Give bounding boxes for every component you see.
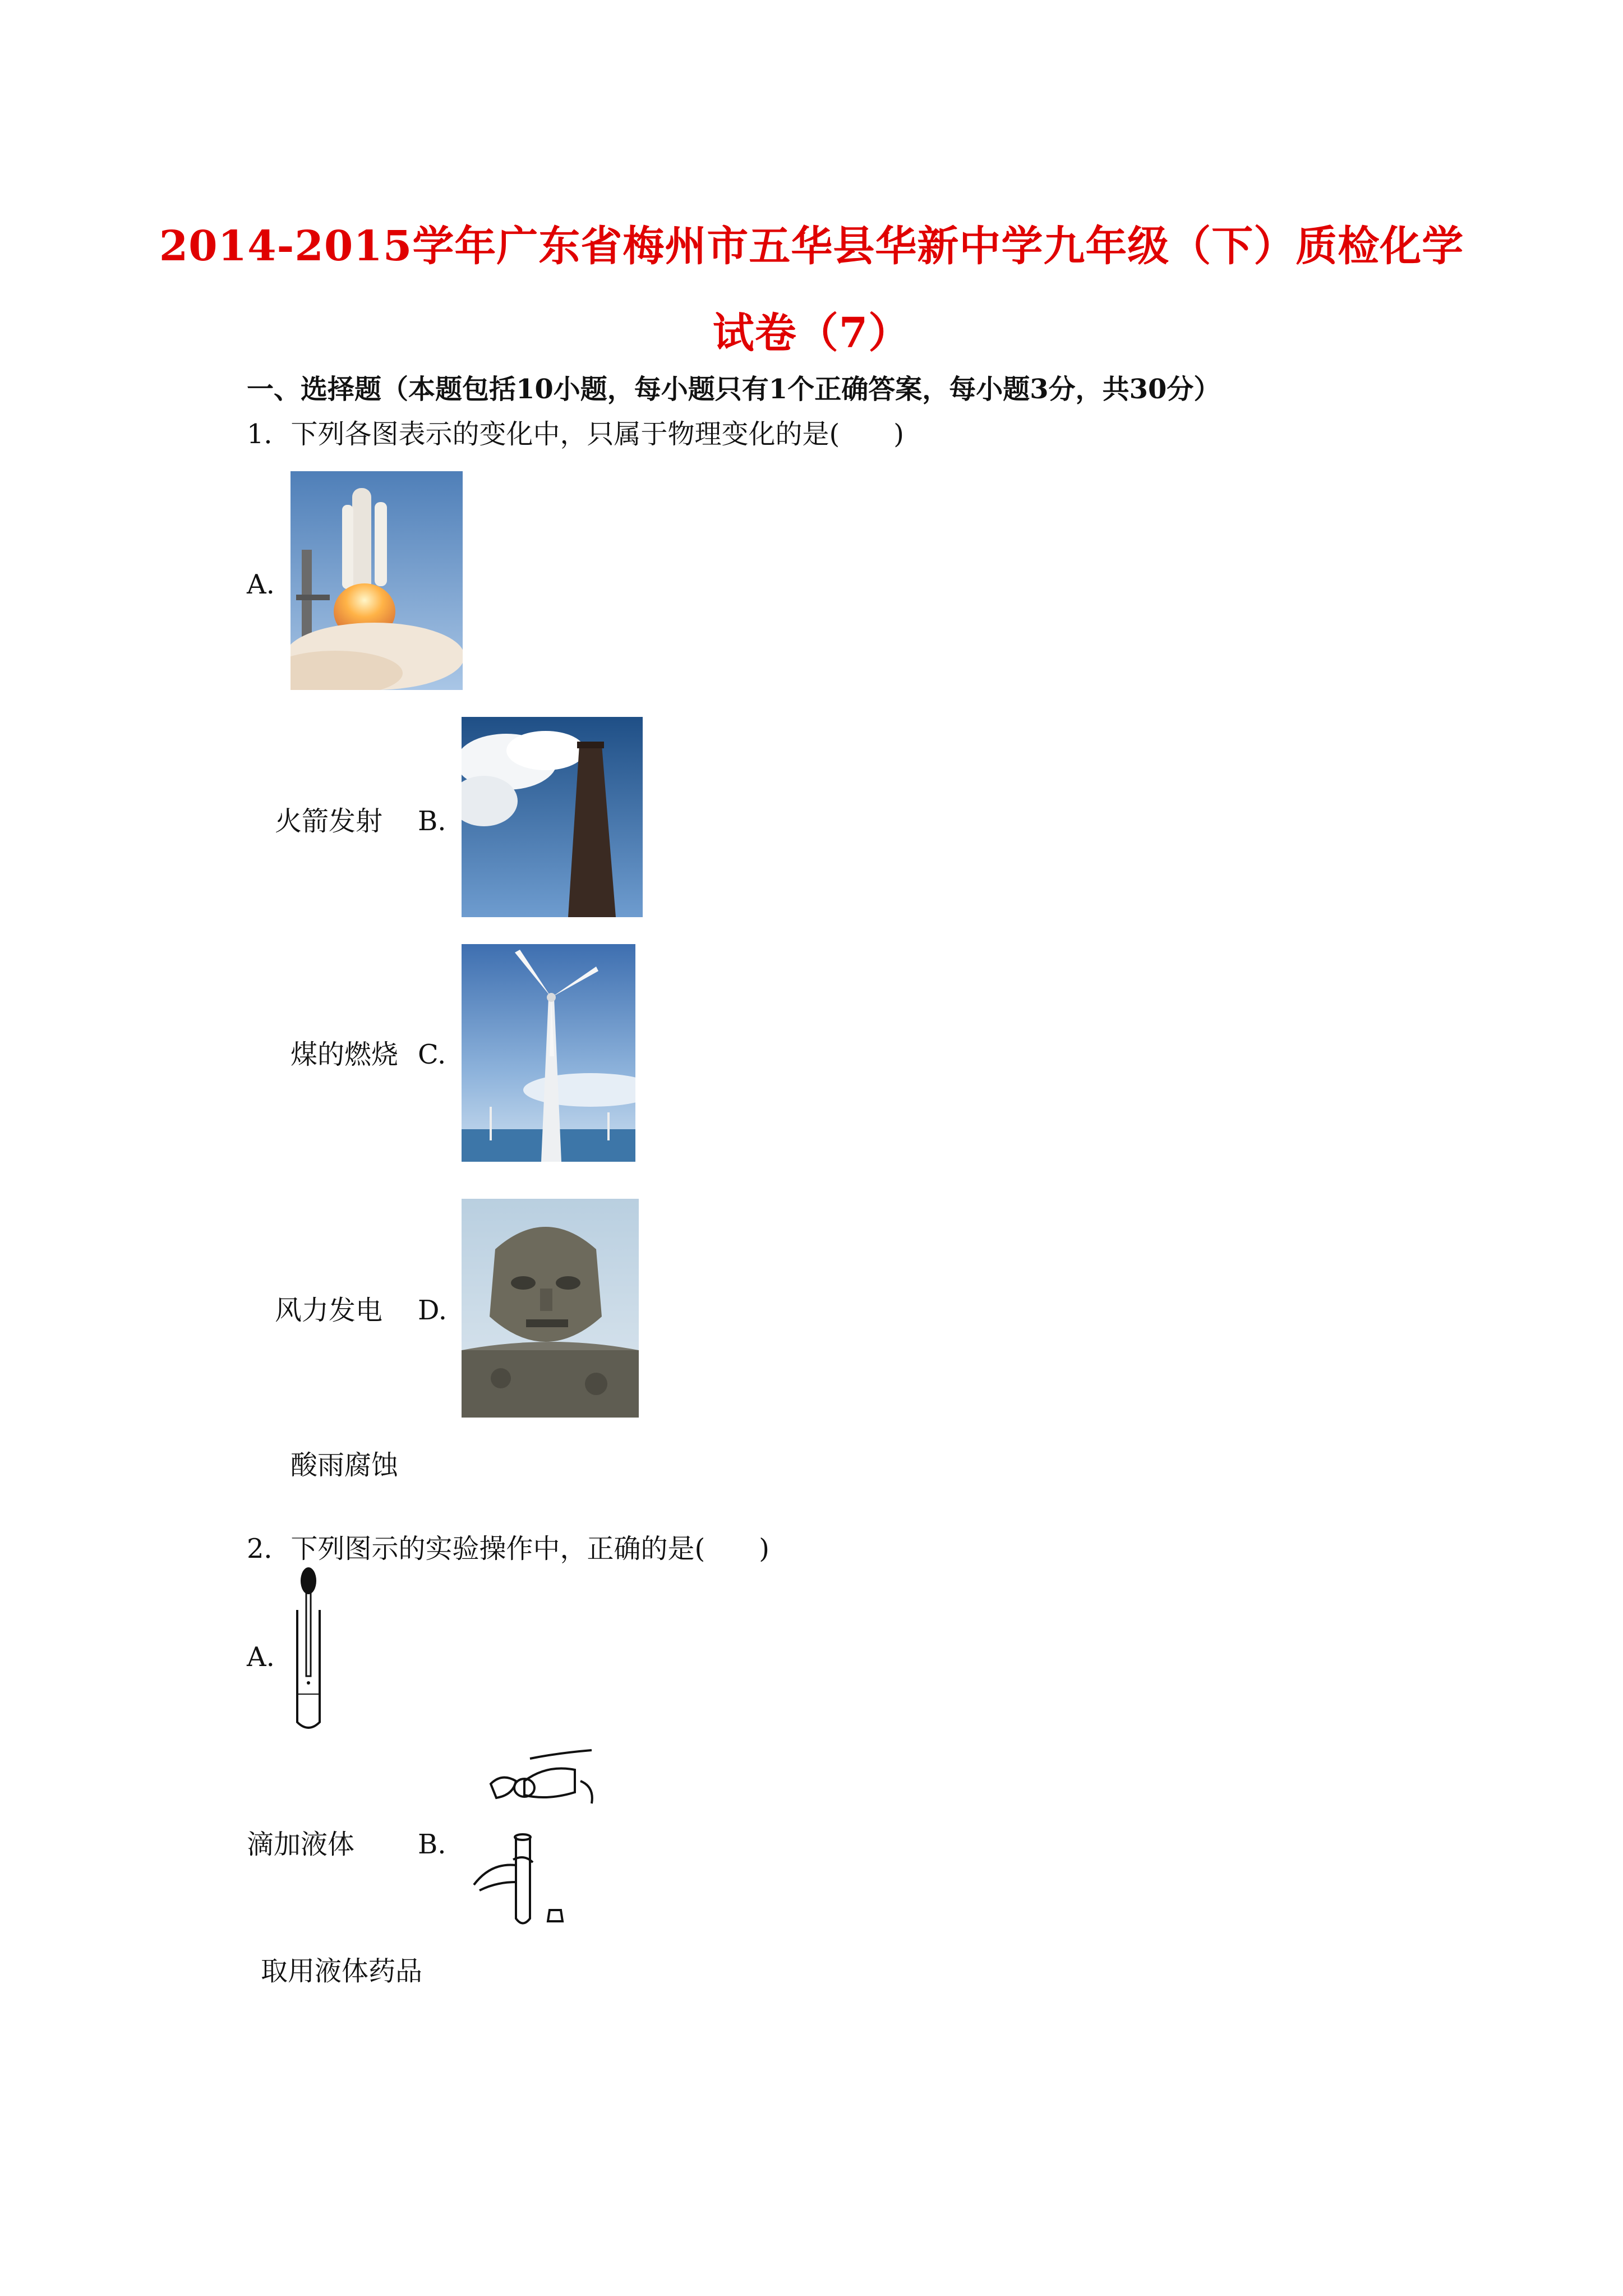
- question-2-stem: 2．下列图示的实验操作中，正确的是( ): [247, 1533, 769, 1565]
- q2-option-b-letter: B.: [418, 1829, 446, 1860]
- document-title-line-1: 2014-2015学年广东省梅州市五华县华新中学九年级（下）质检化学: [159, 222, 1464, 270]
- rocket-launch-photo: [291, 471, 463, 690]
- smokestack-photo: [462, 717, 643, 917]
- question-1-stem: 1．下列各图表示的变化中，只属于物理变化的是( ): [247, 418, 904, 450]
- q2-option-a-caption: 滴加液体: [247, 1829, 355, 1860]
- q2-option-a-letter: A.: [247, 1641, 275, 1673]
- q1-option-b-letter: B.: [418, 806, 446, 837]
- document-title-line-2: 试卷（7）: [712, 309, 911, 357]
- section-heading: 一、选择题（本题包括10小题，每小题只有1个正确答案，每小题3分，共30分）: [247, 374, 1221, 405]
- q2-option-b-caption: 取用液体药品: [261, 1955, 423, 1987]
- q1-option-d-caption: 酸雨腐蚀: [291, 1450, 399, 1481]
- q1-option-b-caption: 煤的燃烧: [291, 1039, 399, 1070]
- q1-option-c-letter: C.: [418, 1039, 446, 1070]
- q1-option-d-letter: D.: [418, 1295, 448, 1326]
- dropper-test-tube-drawing: [289, 1565, 328, 1733]
- pouring-liquid-drawing: [463, 1747, 597, 1932]
- wind-turbine-photo: [462, 944, 635, 1162]
- q1-option-c-caption: 风力发电: [275, 1295, 383, 1326]
- q1-option-a-caption: 火箭发射: [275, 806, 383, 837]
- q1-option-a-letter: A.: [247, 569, 275, 600]
- stone-statue-photo: [462, 1199, 639, 1418]
